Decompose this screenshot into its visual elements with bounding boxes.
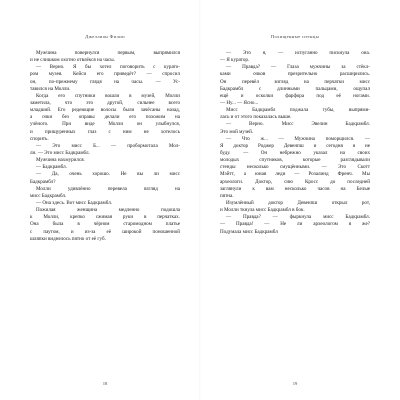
text-line: — Она здесь. Вот мисс Бадкрамбл.: [36, 199, 113, 206]
text-line: Подумала мисс Бадкрамбл: [220, 228, 278, 235]
text-line: младший. Его редеющие волосы были зачёсаны назад,: [30, 107, 180, 114]
text-line: Мужчина повернулся первым, выпрямился: [36, 50, 180, 56]
right-page-text: [220, 50, 370, 236]
text-line: пятна.: [220, 192, 234, 199]
text-line: Мисс Бадкрамбл поджала губы, выпрями-: [226, 107, 370, 114]
text-line: — Я куратор.: [220, 57, 250, 64]
text-line: ли. — Это мисс Бадкрамбл.: [30, 149, 90, 156]
text-line: и прищуренных глаз с ним не хотелось: [30, 128, 180, 135]
text-line: Мужчина нахмурился.: [36, 157, 85, 164]
text-line: спорить.: [30, 135, 49, 142]
left-page-text: [30, 50, 180, 243]
text-line: с паутом, и из-за её широкой поношенной: [30, 228, 180, 235]
text-line: буду. — Он небрежно указал на своих: [220, 149, 370, 156]
left-page-number: 18: [102, 381, 108, 386]
left-running-head: Джеллиан Филип: [85, 34, 125, 39]
text-line: стенды несколько смущёнными. — Это Скотт: [220, 164, 370, 171]
text-line: ками очков презрительно расширились.: [220, 71, 370, 78]
text-line: — Правда? — фыркнула мисс Бадкрамбл.: [226, 214, 370, 221]
text-line: Когда его спутники вошли в музей, Молли: [36, 92, 180, 99]
text-line: — Верно. Я бы хотел поговорить с курато-: [36, 64, 180, 71]
text-line: — Правда! — Не ли археологом я же?: [220, 221, 370, 228]
text-line: мисс Бадкрамбл.: [30, 192, 67, 199]
text-line: он, по-прежнему глядя на часы. — Ус-: [30, 78, 180, 85]
text-line: Она была в чёрном старомодном платье: [30, 221, 180, 228]
text-line: учёного. При виде Молли он улыбнулся,: [30, 121, 180, 128]
right-page: [220, 34, 370, 386]
gutter-shadow: [199, 0, 201, 400]
left-page: [30, 34, 180, 386]
text-line: и не слишком охотно отвлёкся на часы.: [30, 57, 116, 64]
text-line: — Что ж... — Мужчина поморщился. —: [226, 135, 370, 142]
text-line: молодых спутников, которые разглядывали: [220, 157, 370, 164]
text-line: Изумлённый доктор Девенпш открыл рот,: [226, 199, 370, 206]
text-line: — Бадкрамбл.: [36, 164, 67, 171]
text-line: Это мой музей.: [220, 128, 254, 135]
text-line: Я доктор Роджер Девенпш и сегодня я не: [220, 142, 370, 149]
text-line: тавился на Молли.: [30, 85, 71, 92]
text-line: к Молли, крепко сжимая руки в перчатках.: [30, 214, 180, 221]
text-line: Молли удивлённо перевела взгляд на: [36, 185, 180, 192]
text-line: лась и от этого показалась выше.: [220, 114, 292, 121]
text-line: а очки без оправы делали его похожим на: [30, 114, 180, 121]
text-line: — Это я, — испуганно пискнула она.: [226, 50, 370, 56]
text-line: ещё и осколки фарфора под её ногами.: [220, 92, 370, 99]
text-line: — Ну... — Ясно...: [220, 99, 259, 106]
right-running-head: Похищенные птенцы: [270, 34, 320, 39]
text-line: шляпки виднелось пятно от её губ.: [30, 235, 106, 242]
text-line: — Это мисс Б... — пробормотала Мол-: [36, 142, 180, 149]
text-line: Бадкрамбл?: [30, 178, 56, 185]
text-line: Бадкрамбл с длинными пальцами, ощупал: [220, 85, 370, 92]
text-line: и Молли ткнула мисс Бадкрамбл в бок.: [220, 207, 305, 214]
text-line: археологи. Доктор, сию Кросс до последней: [220, 178, 370, 185]
text-line: Мэйтт, а юная леди — Розалинд Френч. Мы: [220, 171, 370, 178]
text-line: заметила, что это другой, сильнее всего: [30, 99, 180, 106]
text-line: — Правда? — Глаза мужчины за стёкл-: [226, 64, 370, 71]
text-line: Пожилая женщина медленно подошла: [36, 207, 180, 214]
text-line: — Да, очень хорошо. Не вы ли мисс: [36, 171, 180, 178]
text-line: Он перевёл взгляд на перчатки мисс: [220, 78, 370, 85]
text-line: заглянули к вам несколько часов на Белые: [220, 185, 370, 192]
right-page-number: 19: [292, 381, 298, 386]
text-line: ром музея. Кейси его приведёт? — спросил: [30, 71, 180, 78]
text-line: — Верно. Мисс Эвелин Бадкрамбл.: [226, 121, 370, 128]
